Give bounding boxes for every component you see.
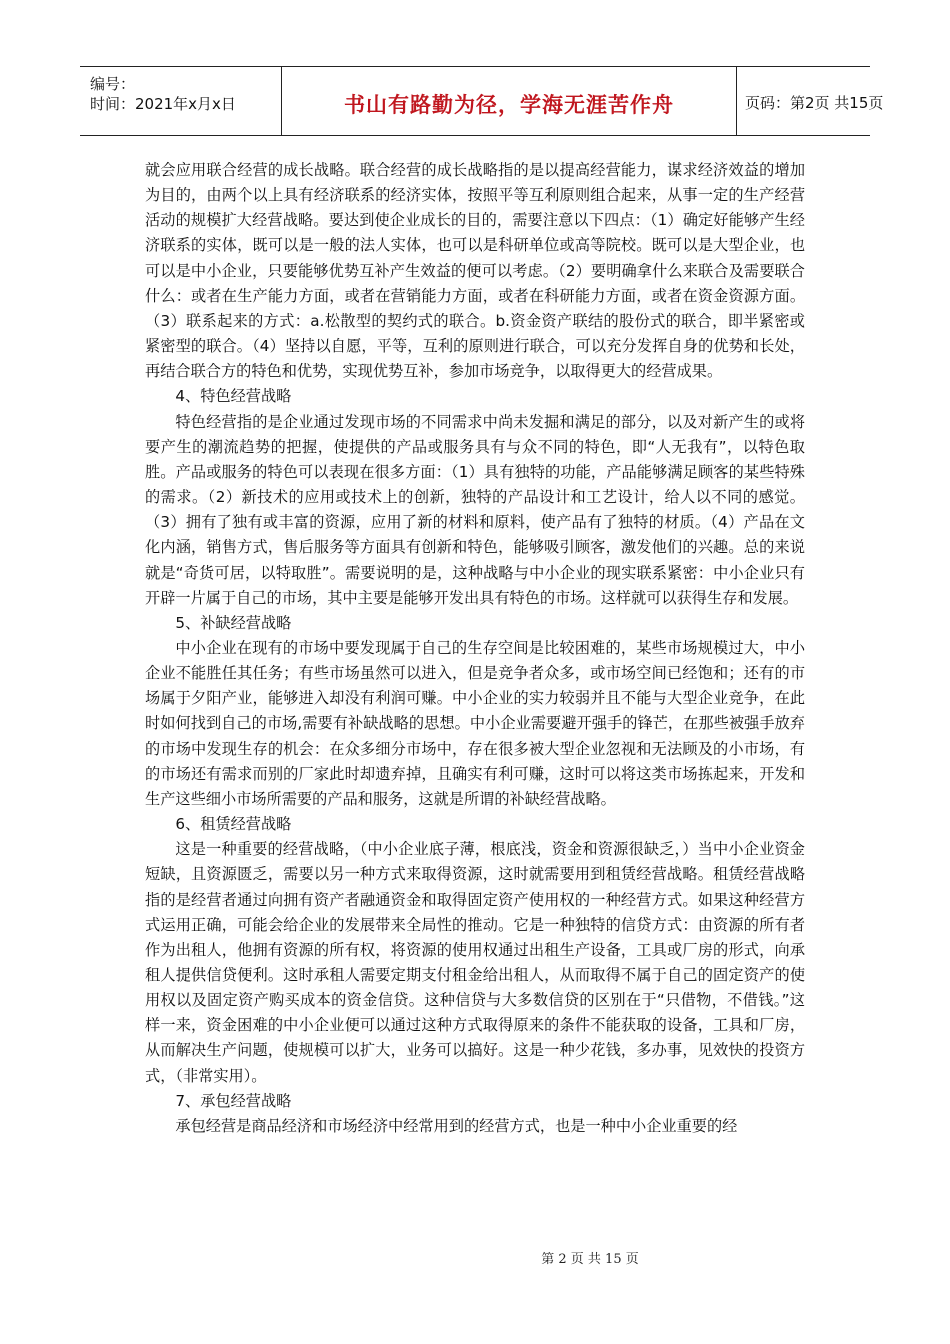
paragraph-feature-strategy: 特色经营指的是企业通过发现市场的不同需求中尚未发掘和满足的部分，以及对新产生的或将要产生的潮流趋势的把握，使提供的产品或服务具有与众不同的特色，即“人无我有”，以特色取胜。产品或服务的特色可以表现在很多方面：（1）具有独特的功能，产品能够满足顾客的某些特殊的需求。（2）新技术的应用或技术上的创新，独特的产品设计和工艺设计，给人以不同的感觉。（3）拥有了独有或丰富的资源，应用了新的材料和原料，使产品有了独特的材质。（4）产品在文化内涵，销售方式，售后服务等方面具有创新和特色，能够吸引顾客，激发他们的兴趣。总的来说就是“奇货可居，以特取胜”。需要说明的是，这种战略与中小企业的现实联系紧密：中小企业只有开辟一片属于自己的市场，其中主要是能够开发出具有特色的市场。这样就可以获得生存和发展。 [145,412,805,607]
document-body [145,158,805,1139]
time-label: 时间：2021年x月x日 [90,95,236,113]
section-heading-7: 7、承包经营战略 [175,1091,292,1110]
paragraph-joint-strategy: 就会应用联合经营的成长战略。联合经营的成长战略指的是以提高经营能力，谋求经济效益的增加为目的，由两个以上具有经济联系的经济实体，按照平等互利原则组合起来，从事一定的生产经营活动的规模扩大经营战略。要达到使企业成长的目的，需要注意以下四点：（1）确定好能够产生经济联系的实体，既可以是一般的法人实体，也可以是科研单位或高等院校。既可以是大型企业，也可以是中小企业，只要能够优势互补产生效益的便可以考虑。（2）要明确拿什么来联合及需要联合什么：或者在生产能力方面，或者在营销能力方面，或者在科研能力方面，或者在资金资源方面。（3）联系起来的方式：a.松散型的契约式的联合。b.资金资产联结的股份式的联合，即半紧密或紧密型的联合。（4）坚持以自愿，平等，互利的原则进行联合，可以充分发挥自身的优势和长处，再结合联合方的特色和优势，实现优势互补，参加市场竞争，以取得更大的经营成果。 [145,161,805,381]
section-heading-4: 4、特色经营战略 [175,387,292,406]
paragraph-leasing-strategy: 这是一种重要的经营战略，（中小企业底子薄，根底浅，资金和资源很缺乏，）当中小企业资金短缺，且资源匮乏，需要以另一种方式来取得资源，这时就需要用到租赁经营战略。租赁经营战略指的是经营者通过向拥有资产者融通资金和取得固定资产使用权的一种经营方式。如果这种经营方式运用正确，可能会给企业的发展带来全局性的推动。它是一种独特的信贷方式：由资源的所有者作为出租人，他拥有资源的所有权，将资源的使用权通过出租生产设备，工具或厂房的形式，向承租人提供信贷便利。这时承租人需要定期支付租金给出租人，从而取得不属于自己的固定资产的使用权以及固定资产购买成本的资金信贷。这种信贷与大多数信贷的区别在于“只借物，不借钱。”这样一来，资金困难的中小企业便可以通过这种方式取得原来的条件不能获取的设备，工具和厂房，从而解决生产问题，使规模可以扩大，业务可以搞好。这是一种少花钱，多办事，见效快的投资方式，（非常实用）。 [145,840,805,1085]
section-heading-5: 5、补缺经营战略 [175,613,292,632]
page-footer: 第 2 页 共 15 页 [541,1252,639,1267]
section-heading-6: 6、租赁经营战略 [175,815,292,834]
header-meta-cell [80,67,282,135]
paragraph-contract-strategy: 承包经营是商品经济和市场经济中经常用到的经营方式，也是一种中小企业重要的经 [175,1116,738,1135]
page-header [80,66,884,136]
header-page-cell [737,67,884,135]
header-page-info: 页码：第2页 共15页 [745,94,884,112]
header-motto: 书山有路勤为径，学海无涯苦作舟 [344,93,674,117]
header-motto-cell [282,67,737,135]
serial-label: 编号： [90,75,136,93]
paragraph-niche-strategy: 中小企业在现有的市场中要发现属于自己的生存空间是比较困难的，某些市场规模过大，中小企业不能胜任其任务；有些市场虽然可以进入，但是竞争者众多，或市场空间已经饱和；还有的市场属于夕阳产业，能够进入却没有利润可赚。中小企业的实力较弱并且不能与大型企业竞争，在此时如何找到自己的市场,需要有补缺战略的思想。中小企业需要避开强手的锋芒，在那些被强手放弃的市场中发现生存的机会：在众多细分市场中，存在很多被大型企业忽视和无法顾及的小市场，有的市场还有需求而别的厂家此时却遗弃掉，且确实有利可赚，这时可以将这类市场拣起来，开发和生产这些细小市场所需要的产品和服务，这就是所谓的补缺经营战略。 [145,638,805,808]
